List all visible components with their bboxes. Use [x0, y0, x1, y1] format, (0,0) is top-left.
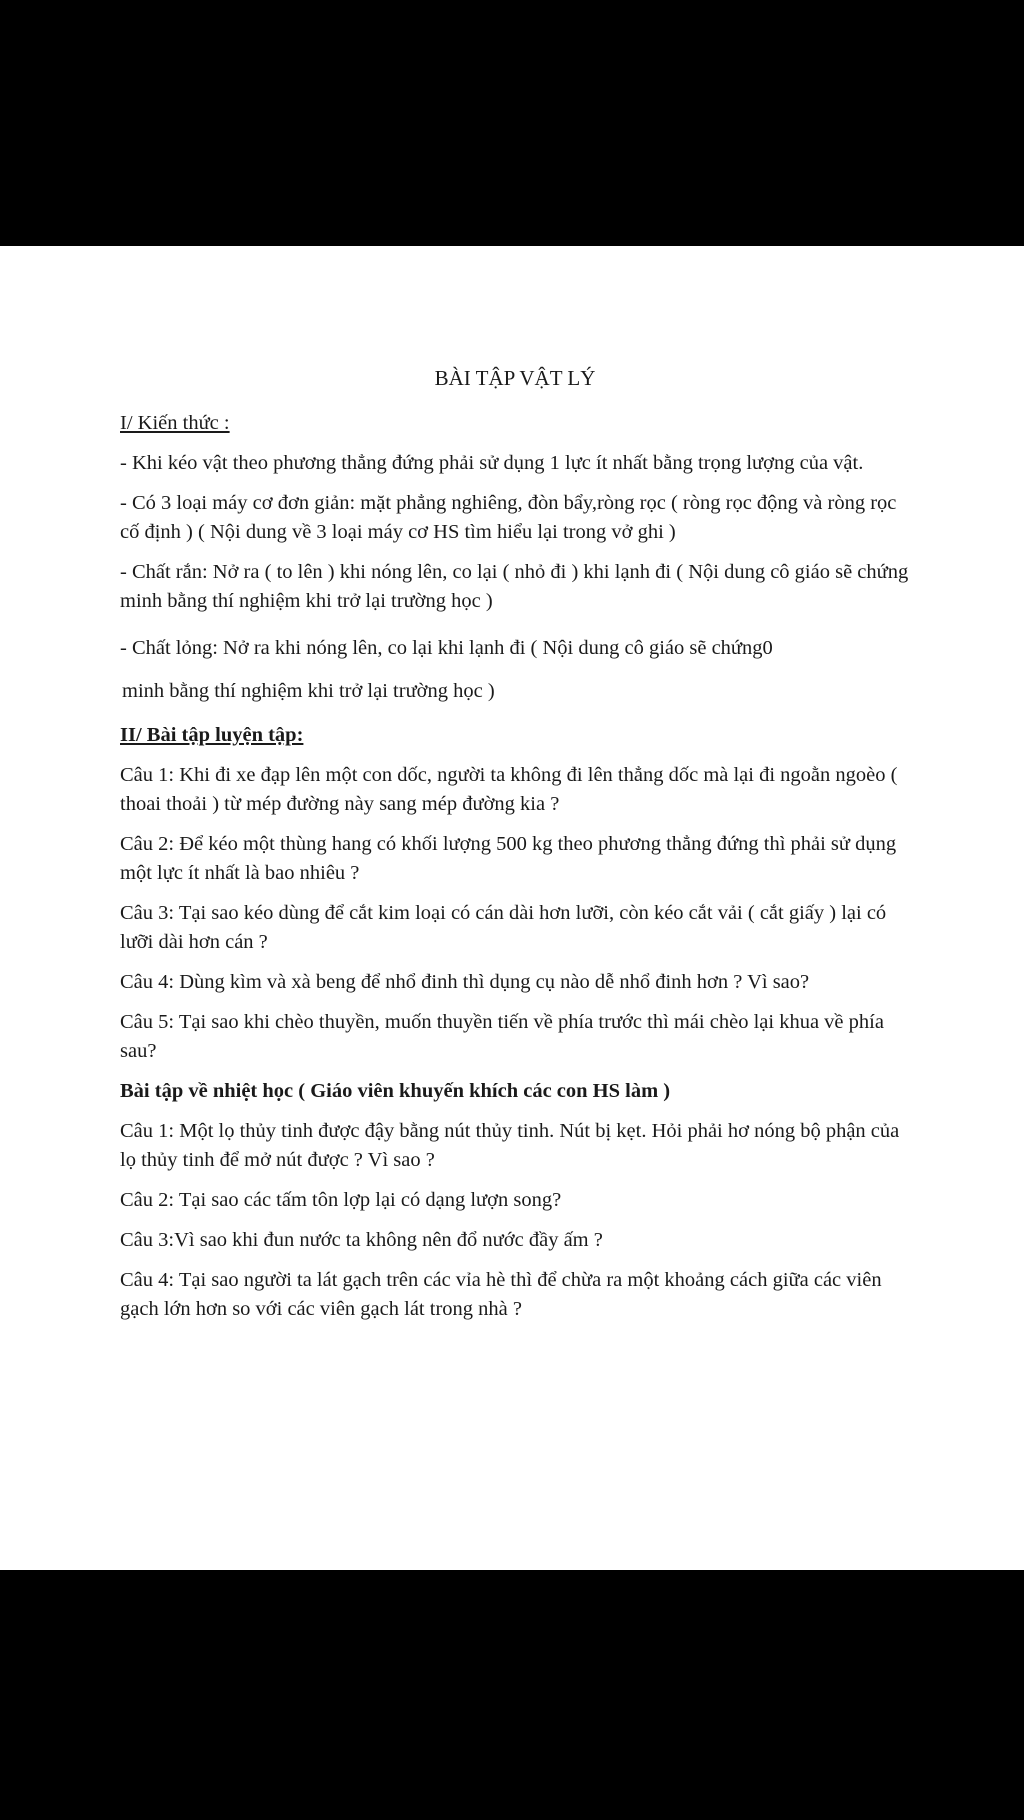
knowledge-item-1: - Khi kéo vật theo phương thẳng đứng phải sử dụng 1 lực ít nhất bằng trọng lượng của vật. [120, 452, 864, 474]
knowledge-item-4 [120, 627, 910, 713]
section-knowledge-heading: I/ Kiến thức : [120, 412, 230, 434]
exercise-question-2: Câu 2: Để kéo một thùng hang có khối lượng 500 kg theo phương thẳng đứng thì phải sử dụng một lực ít nhất là bao nhiêu ? [120, 833, 897, 884]
document-title: BÀI TẬP VẬT LÝ [434, 366, 596, 390]
section-heat-heading: Bài tập về nhiệt học ( Giáo viên khuyến khích các con HS làm ) [120, 1080, 671, 1102]
knowledge-item-4-line-1: - Chất lỏng: Nở ra khi nóng lên, co lại khi lạnh đi ( Nội dung cô giáo sẽ chứng0 [120, 637, 773, 659]
section-exercises-heading: II/ Bài tập luyện tập: [120, 724, 304, 746]
heat-question-2: Câu 2: Tại sao các tấm tôn lợp lại có dạng lượn song? [120, 1189, 562, 1211]
document-page[interactable] [0, 246, 1024, 1570]
heat-question-4: Câu 4: Tại sao người ta lát gạch trên các vỉa hè thì để chừa ra một khoảng cách giữa các viên gạch lớn hơn so với các viên gạch lát trong nhà ? [120, 1269, 882, 1320]
exercise-question-5: Câu 5: Tại sao khi chèo thuyền, muốn thuyền tiến về phía trước thì mái chèo lại khua về phía sau? [120, 1011, 884, 1062]
knowledge-item-3: - Chất rắn: Nở ra ( to lên ) khi nóng lên, co lại ( nhỏ đi ) khi lạnh đi ( Nội dung cô giáo sẽ chứng minh bằng thí nghiệm khi trở lại trường học ) [120, 561, 909, 612]
top-black-band [0, 0, 1024, 246]
heat-question-3: Câu 3:Vì sao khi đun nước ta không nên đổ nước đầy ấm ? [120, 1229, 603, 1251]
exercise-question-1: Câu 1: Khi đi xe đạp lên một con dốc, người ta không đi lên thẳng dốc mà lại đi ngoằn ngoèo ( thoai thoải ) từ mép đường này sang mép đường kia ? [120, 764, 898, 815]
knowledge-item-2: - Có 3 loại máy cơ đơn giản: mặt phẳng nghiêng, đòn bẩy,ròng rọc ( ròng rọc động và ròng rọc cố định ) ( Nội dung về 3 loại máy cơ HS tìm hiểu lại trong vở ghi ) [120, 492, 897, 543]
knowledge-item-4-line-2: minh bằng thí nghiệm khi trở lại trường học ) [122, 680, 495, 702]
bottom-black-band [0, 1570, 1024, 1820]
exercise-question-4: Câu 4: Dùng kìm và xà beng để nhổ đinh thì dụng cụ nào dễ nhổ đinh hơn ? Vì sao? [120, 971, 810, 993]
document-content [120, 364, 910, 1335]
exercise-question-3: Câu 3: Tại sao kéo dùng để cắt kim loại có cán dài hơn lưỡi, còn kéo cắt vải ( cắt giấy ) lại có lưỡi dài hơn cán ? [120, 902, 887, 953]
heat-question-1: Câu 1: Một lọ thủy tinh được đậy bằng nút thủy tinh. Nút bị kẹt. Hỏi phải hơ nóng bộ phận của lọ thủy tinh để mở nút được ? Vì sao ? [120, 1120, 900, 1171]
